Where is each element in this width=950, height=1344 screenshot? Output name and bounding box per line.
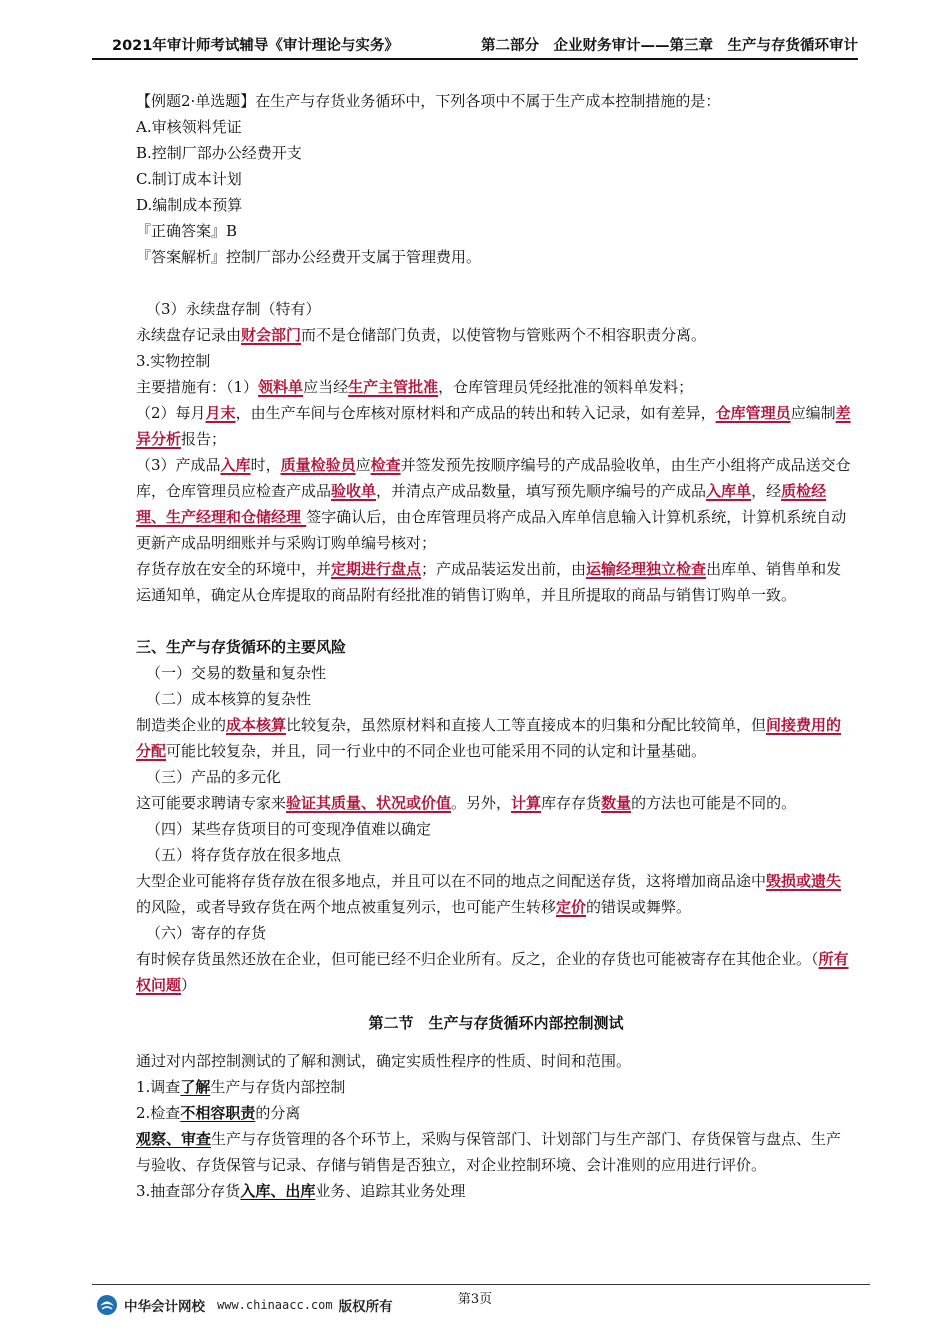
- underlined-term: 观察、审查: [136, 1130, 212, 1148]
- highlight-term: 质检经理、生产经理和仓储经理: [136, 482, 827, 526]
- highlight-term: 入库: [220, 456, 251, 474]
- option-c: C.制订成本计划: [136, 170, 242, 188]
- risks-heading: 三、生产与存货循环的主要风险: [136, 638, 347, 656]
- site-url: www.chinaacc.com: [217, 1298, 333, 1312]
- underlined-term: 了解: [180, 1078, 211, 1096]
- highlight-term: 差异分析: [136, 404, 851, 448]
- risk-6: （六）寄存的存货: [146, 924, 267, 942]
- risk-3-paragraph: 这可能要求聘请专家来验证其质量、状况或价值。另外，计算库存存货数量的方法也可能是不同的。: [136, 794, 797, 812]
- item-1: 1.调查了解生产与存货内部控制: [136, 1078, 346, 1096]
- highlight-term: 领料单: [258, 378, 304, 396]
- correct-answer: 『正确答案』B: [136, 222, 238, 240]
- risk-4: （四）某些存货项目的可变现净值难以确定: [146, 820, 432, 838]
- risk-2-paragraph: 制造类企业的成本核算比较复杂，虽然原材料和直接人工等直接成本的归集和分配比较简单，但间接费用的分配可能比较复杂，并且，同一行业中的不同企业也可能采用不同的认定和计量基础。: [136, 716, 842, 760]
- highlight-term: 质量检验员: [280, 456, 356, 474]
- highlight-term: 检查: [370, 456, 401, 474]
- option-d: D.编制成本预算: [136, 196, 243, 214]
- highlight-term: 定价: [556, 898, 587, 916]
- highlight-term: 毁损或遗失: [766, 872, 842, 890]
- page-header: [92, 28, 858, 60]
- highlight-term: 验收单: [331, 482, 377, 500]
- highlight-term: 入库单: [706, 482, 752, 500]
- globe-logo-icon: [96, 1294, 118, 1316]
- footer-logo: [96, 1294, 393, 1316]
- example-question: 【例题2·单选题】在生产与存货业务循环中，下列各项中不属于生产成本控制措施的是：: [136, 92, 721, 110]
- item-2-paragraph: 观察、审查生产与存货管理的各个环节上，采购与保管部门、计划部门与生产部门、存货保管与盘点、生产与验收、存货保管与记录、存储与销售是否独立，对企业控制环境、会计准则的应用进行评价。: [136, 1130, 842, 1174]
- highlight-term: 定期进行盘点: [331, 560, 422, 578]
- highlight-term: 运输经理独立检查: [586, 560, 707, 578]
- section-title: 第二节 生产与存货循环内部控制测试: [368, 1014, 624, 1032]
- perpetual-title: （3）永续盘存制（特有）: [146, 300, 321, 318]
- footer-divider: [92, 1284, 870, 1285]
- answer-analysis: 『答案解析』控制厂部办公经费开支属于管理费用。: [136, 248, 482, 266]
- risk-2: （二）成本核算的复杂性: [146, 690, 312, 708]
- underlined-term: 入库、出库: [240, 1182, 316, 1200]
- page-number: 第3页: [457, 1292, 493, 1307]
- logo-name: 中华会计网校: [124, 1299, 205, 1315]
- item-2: 2.检查不相容职责的分离: [136, 1104, 301, 1122]
- option-a: A.审核领料凭证: [136, 118, 242, 136]
- highlight-term: 数量: [601, 794, 632, 812]
- item-3: 3.抽查部分存货入库、出库业务、追踪其业务处理: [136, 1182, 466, 1200]
- underlined-term: 不相容职责: [180, 1104, 256, 1122]
- section-intro: 通过对内部控制测试的了解和测试，确定实质性程序的性质、时间和范围。: [136, 1052, 632, 1070]
- risk-3: （三）产品的多元化: [146, 768, 282, 786]
- option-b: B.控制厂部办公经费开支: [136, 144, 302, 162]
- highlight-term: 月末: [205, 404, 236, 422]
- physical-control-title: 3.实物控制: [136, 352, 211, 370]
- header-chapter: 第二部分 企业财务审计——第三章 生产与存货循环审计: [481, 38, 858, 54]
- highlight-term: 财会部门: [241, 326, 302, 344]
- physical-measure-1: 主要措施有：（1）领料单应当经生产主管批准，仓库管理员凭经批准的领料单发料；: [136, 378, 694, 396]
- highlight-term: 所有权问题: [136, 950, 849, 994]
- copyright: 版权所有: [338, 1299, 393, 1315]
- risk-6-paragraph: 有时候存货虽然还放在企业，但可能已经不归企业所有。反之，企业的存货也可能被寄存在其他企业。（所有权问题）: [136, 950, 849, 994]
- risk-5-paragraph: 大型企业可能将存货存放在很多地点，并且可以在不同的地点之间配送存货，这将增加商品途中毁损或遗失的风险，或者导致存货在两个地点被重复列示，也可能产生转移定价的错误或舞弊。: [136, 872, 842, 916]
- page-content: [136, 88, 856, 1204]
- highlight-term: 验证其质量、状况或价值: [286, 794, 452, 812]
- perpetual-paragraph: 永续盘存记录由财会部门而不是仓储部门负责，以使管物与管账两个不相容职责分离。: [136, 326, 707, 344]
- highlight-term: 仓库管理员: [715, 404, 791, 422]
- risk-5: （五）将存货存放在很多地点: [146, 846, 342, 864]
- physical-measure-2: （2）每月月末，由生产车间与仓库核对原材料和产成品的转出和转入记录，如有差异，仓库管理员应编制差异分析报告；: [136, 404, 851, 448]
- risk-1: （一）交易的数量和复杂性: [146, 664, 327, 682]
- highlight-term: 间接费用的分配: [136, 716, 842, 760]
- header-book-title: 2021年审计师考试辅导《审计理论与实务》: [112, 38, 399, 54]
- highlight-term: 成本核算: [226, 716, 287, 734]
- physical-measure-4: 存货存放在安全的环境中，并定期进行盘点；产成品装运发出前，由运输经理独立检查出库单、销售单和发运通知单，确定从仓库提取的商品附有经批准的销售订购单，并且所提取的商品与销售订购单一致。: [136, 560, 842, 604]
- highlight-term: 生产主管批准: [348, 378, 439, 396]
- highlight-term: 计算: [511, 794, 542, 812]
- physical-measure-3: （3）产成品入库时，质量检验员应检查并签发预先按顺序编号的产成品验收单，由生产小组将产成品送交仓库，仓库管理员应检查产成品验收单，并清点产成品数量，填写预先顺序编号的产成品入库单，经质检经理、生产经理和仓储经理 签字确认后，由仓库管理员将产成品入库单信息输入计算机系统，计算机系统自动更新产成品明细账并与采购订购单编号核对；: [136, 456, 851, 552]
